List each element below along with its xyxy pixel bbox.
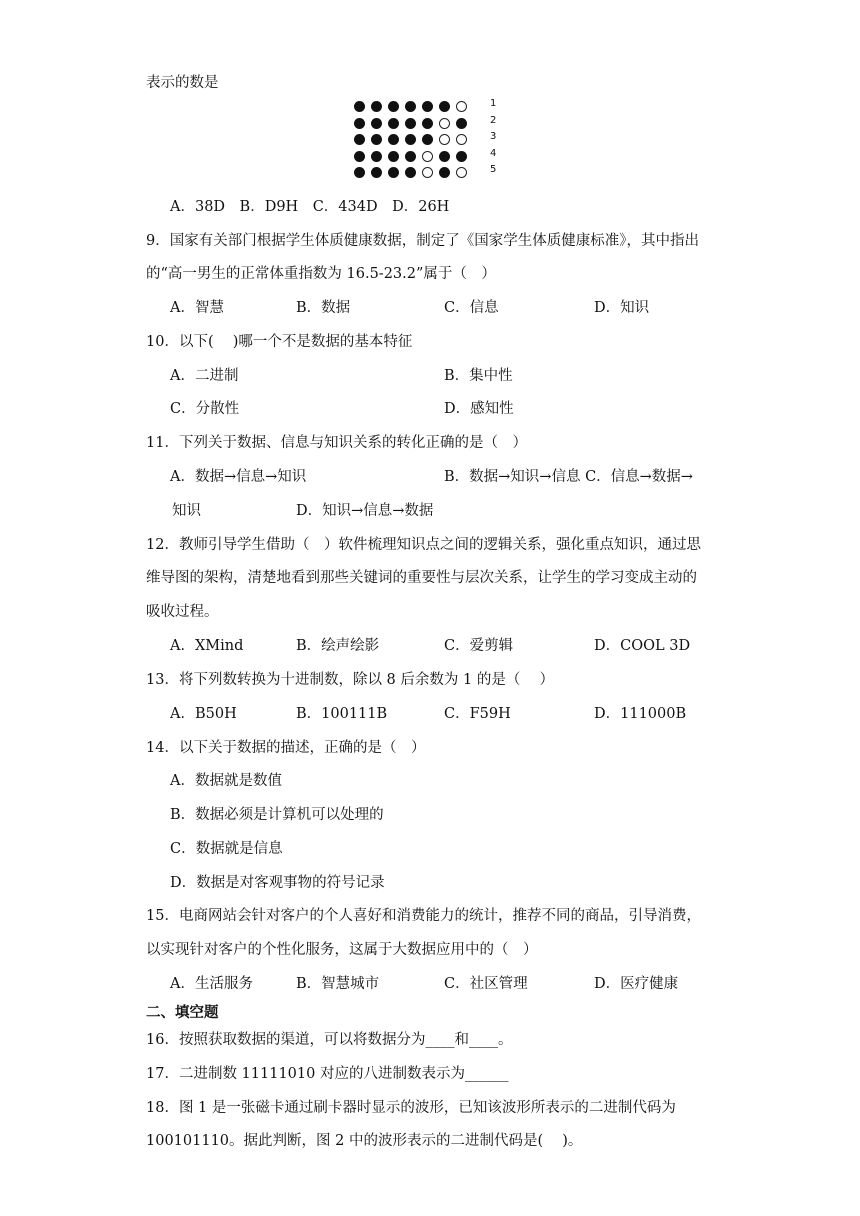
question-13-option-a: A．B50H	[170, 706, 237, 722]
filled-dot	[388, 134, 399, 145]
question-15-option-a: A．生活服务	[170, 976, 253, 992]
empty-dot	[439, 134, 450, 145]
question-14-option-b: B．数据必须是计算机可以处理的	[170, 807, 384, 823]
dot-matrix-figure	[354, 100, 504, 184]
filled-dot	[456, 151, 467, 162]
filled-dot	[388, 167, 399, 178]
empty-dot	[422, 151, 433, 162]
question-15-option-d: D．医疗健康	[594, 976, 679, 992]
question-17: 17．二进制数 11111010 对应的八进制数表示为______	[146, 1066, 509, 1082]
filled-dot	[422, 134, 433, 145]
question-9-option-d: D．知识	[594, 300, 650, 316]
question-13-option-d: D．111000B	[594, 706, 687, 722]
empty-dot	[456, 134, 467, 145]
question-15-stem-line1: 15．电商网站会针对客户的个人喜好和消费能力的统计，推荐不同的商品，引导消费，	[146, 908, 701, 924]
question-12-option-c: C．爱剪辑	[444, 638, 514, 654]
question-9-option-c: C．信息	[444, 300, 499, 316]
filled-dot	[371, 134, 382, 145]
row-number-label: 5	[490, 164, 497, 175]
filled-dot	[439, 101, 450, 112]
question-9-option-b: B．数据	[296, 300, 351, 316]
filled-dot	[439, 151, 450, 162]
empty-dot	[456, 167, 467, 178]
question-10-option-a: A．二进制	[170, 368, 239, 384]
question-10-option-d: D．感知性	[444, 401, 514, 417]
filled-dot	[371, 118, 382, 129]
filled-dot	[354, 151, 365, 162]
question-16: 16．按照获取数据的渠道，可以将数据分为____和____。	[146, 1032, 513, 1048]
question-9-option-a: A．智慧	[170, 300, 224, 316]
filled-dot	[354, 118, 365, 129]
question-11-option-a: A．数据→信息→知识	[170, 469, 307, 485]
filled-dot	[371, 167, 382, 178]
question-12-stem-line2: 维导图的架构，清楚地看到那些关键词的重要性与层次关系，让学生的学习变成主动的	[146, 570, 697, 586]
row-number-label: 4	[490, 147, 497, 159]
filled-dot	[354, 101, 365, 112]
question-10-option-b: B．集中性	[444, 368, 513, 384]
filled-dot	[388, 101, 399, 112]
question-12-option-a: A．XMind	[170, 638, 244, 654]
question-12-stem-line3: 吸收过程。	[146, 604, 219, 620]
filled-dot	[405, 167, 416, 178]
filled-dot	[388, 151, 399, 162]
empty-dot	[422, 167, 433, 178]
filled-dot	[371, 101, 382, 112]
question-18-stem-line1: 18．图 1 是一张磁卡通过刷卡器时显示的波形，已知该波形所表示的二进制代码为	[146, 1100, 676, 1116]
filled-dot	[405, 151, 416, 162]
question-11-stem: 11．下列关于数据、信息与知识关系的转化正确的是（ ）	[146, 435, 527, 451]
filled-dot	[405, 118, 416, 129]
filled-dot	[422, 101, 433, 112]
question-10-option-c: C．分散性	[170, 401, 240, 417]
question-10-stem: 10．以下( )哪一个不是数据的基本特征	[146, 334, 413, 350]
row-number-label: 1	[490, 98, 497, 109]
filled-dot	[388, 118, 399, 129]
filled-dot	[422, 118, 433, 129]
question-11-option-b-c: B．数据→知识→信息 C．信息→数据→	[444, 469, 693, 485]
question-14-option-a: A．数据就是数值	[170, 773, 282, 789]
empty-dot	[439, 118, 450, 129]
question-15-stem-line2: 以实现针对客户的个性化服务，这属于大数据应用中的（ ）	[146, 942, 538, 958]
question-9-stem-line1: 9．国家有关部门根据学生体质健康数据，制定了《国家学生体质健康标准》，其中指出	[146, 233, 699, 249]
question-8-stem-tail: 表示的数是	[146, 75, 219, 91]
row-number-label: 2	[490, 114, 497, 126]
filled-dot	[456, 118, 467, 129]
question-12-option-d: D．COOL 3D	[594, 638, 691, 654]
question-9-stem-line2: 的“高一男生的正常体重指数为 16.5-23.2”属于（ ）	[146, 266, 496, 282]
question-12-stem-line1: 12．教师引导学生借助（ ）软件梳理知识点之间的逻辑关系，强化重点知识，通过思	[146, 537, 701, 553]
question-12-option-b: B．绘声绘影	[296, 638, 380, 654]
question-13-stem: 13．将下列数转换为十进制数，除以 8 后余数为 1 的是（ ）	[146, 672, 554, 688]
filled-dot	[405, 134, 416, 145]
question-14-option-d: D．数据是对客观事物的符号记录	[170, 875, 385, 891]
question-11-option-c-tail: 知识	[172, 503, 201, 519]
filled-dot	[354, 167, 365, 178]
question-15-option-c: C．社区管理	[444, 976, 528, 992]
question-8-options: A．38D B．D9H C．434D D．26H	[170, 199, 450, 215]
question-11-option-d: D．知识→信息→数据	[296, 503, 434, 519]
filled-dot	[439, 167, 450, 178]
question-13-option-b: B．100111B	[296, 706, 388, 722]
filled-dot	[354, 134, 365, 145]
question-14-stem: 14．以下关于数据的描述，正确的是（ ）	[146, 740, 426, 756]
question-18-stem-line2: 100101110。据此判断，图 2 中的波形表示的二进制代码是( )。	[146, 1133, 583, 1149]
filled-dot	[371, 151, 382, 162]
question-14-option-c: C．数据就是信息	[170, 841, 283, 857]
filled-dot	[405, 101, 416, 112]
empty-dot	[456, 101, 467, 112]
section-title-fill-in: 二、填空题	[146, 1004, 219, 1021]
question-15-option-b: B．智慧城市	[296, 976, 380, 992]
row-number-label: 3	[490, 131, 497, 142]
question-13-option-c: C．F59H	[444, 706, 511, 722]
